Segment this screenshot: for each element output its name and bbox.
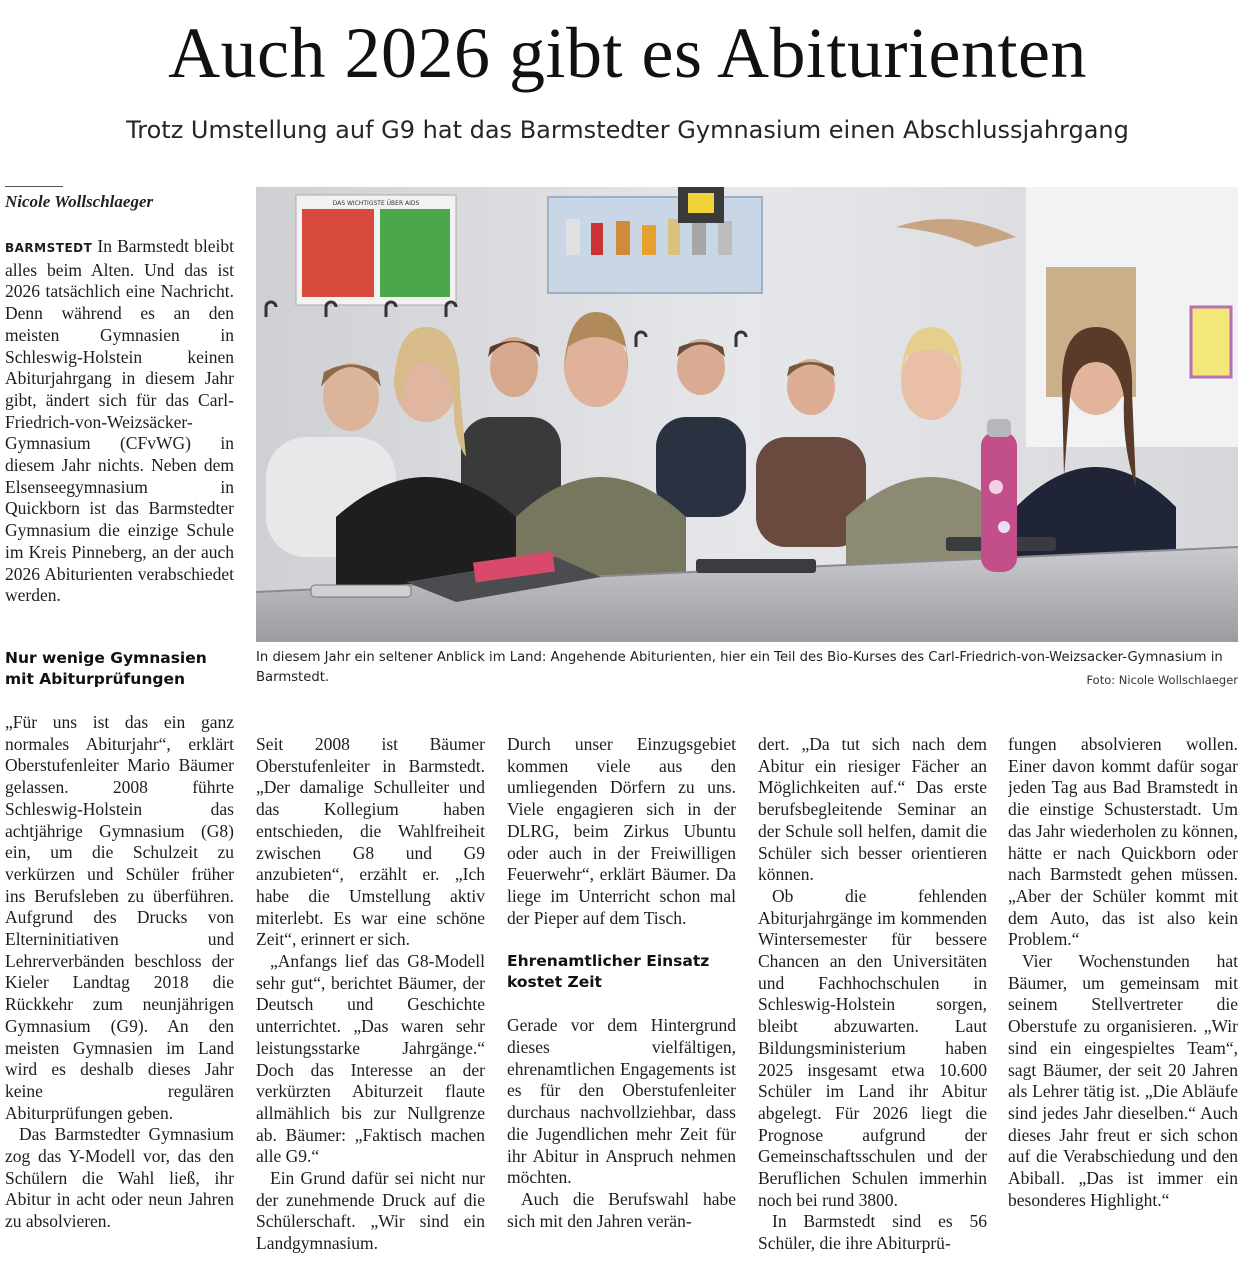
- subheading-1: Nur wenige Gymnasien mit Abiturprüfungen: [5, 649, 207, 688]
- intro-text: In Barmstedt bleibt alles beim Alten. Und das ist 2026 tatsächlich eine Nachricht. Denn während es an den meisten Gymnasien in Schleswig-Holstein keinen Abiturjahrgang in diesem Jahr gibt, ändert sich für das Carl-Friedrich-von-Weizsäcker-Gymnasium (CFvWG) in diesem Jahr nichts. Neben dem Elsenseegymnasium in Quickborn ist das Barmstedter Gymnasium die einzige Schule im Kreis Pinneberg, an der auch 2026 Abiturienten verabschiedet werden.: [5, 236, 234, 606]
- col1-paragraph-2: Das Barmstedter Gymnasium zog das Y-Modell vor, das den Schülern die Wahl ließ, ihr Abitur in acht oder neun Jahren zu absolvieren.: [5, 1124, 234, 1232]
- col1-paragraph-1: „Für uns ist das ein ganz normales Abiturjahr“, erklärt Oberstufenleiter Mario Bäumer gelassen. 2008 führte Schleswig-Holstein das achtjährige Gymnasium (G8) ein, um die Schulzeit zu verkürzen und Schüler früher ins Berufsleben zu überführen. Aufgrund des Drucks von Elterninitiativen und Lehrerverbänden beschloss der Kieler Landtag 2018 die Rückkehr zum neunjährigen Gymnasium (G9). An den meisten Gymnasien im Land wird es deshalb dieses Jahr keine regulären Abiturprüfungen geben.: [5, 712, 234, 1123]
- body-column-1: [5, 712, 234, 1257]
- phone: [311, 585, 411, 597]
- dateline: BARMSTEDT: [5, 241, 93, 255]
- intro-column: [5, 236, 234, 628]
- tablet-2: [696, 559, 816, 573]
- col3-paragraph-2: Gerade vor dem Hintergrund dieses vielfältigen, ehrenamtlichen Engagements ist es für den Oberstufenleiter durchaus nachvollziehbar, dass die Jugendlichen mehr Zeit für ihr Abitur in Anspruch nehmen möchten.: [507, 1015, 736, 1188]
- col3-paragraph-3: Auch die Berufswahl habe sich mit den Jahren verän-: [507, 1188, 736, 1231]
- col5-paragraph-2: Vier Wochenstunden hat Bäumer, um gemeinsam mit seinem Stellvertreter die Oberstufe zu organisieren. „Wir sind ein eingespieltes Team“, sagt Bäumer, der seit 20 Jahren als Lehrer tätig ist. „Die Abläufe sind jedes Jahr dieselben.“ Auch dieses Jahr freut er sich schon auf die Verabschiedung und den Abiball. „Das ist immer ein besonderes Highlight.“: [1008, 951, 1238, 1210]
- poster-title: DAS WICHTIGSTE ÜBER AIDS: [332, 200, 420, 207]
- body-column-5: [1008, 734, 1238, 1257]
- col2-paragraph-3: Ein Grund dafür sei nicht nur der zunehmende Druck auf die Schülerschaft. „Wir sind ein Landgymnasium.: [256, 1168, 485, 1254]
- subheadline: Trotz Umstellung auf G9 hat das Barmstedter Gymnasium einen Abschlussjahrgang: [126, 116, 1129, 144]
- headline: Auch 2026 gibt es Abiturienten: [168, 13, 1087, 93]
- subheading-2: Ehrenamtlicher Einsatz kostet Zeit: [507, 952, 710, 992]
- col2-paragraph-1: Seit 2008 ist Bäumer Oberstufenleiter in Barmstedt. „Der damalige Schulleiter und das Kollegium haben entschieden, die Wahlfreiheit zwischen G8 und G9 anzubieten“, erzählt er. „Ich habe die Umstellung aktiv miterlebt. Es war eine schöne Zeit“, erinnert er sich.: [256, 734, 485, 950]
- photo-caption: In diesem Jahr ein seltener Anblick im Land: Angehende Abiturienten, hier ein Teil des Bio-Kurses des Carl-Friedrich-von-Weizsacker-Gymnasium in Barmstedt.: [256, 650, 1223, 685]
- author-rule: [5, 186, 63, 187]
- col4-paragraph-2: Ob die fehlenden Abiturjahrgänge im kommenden Wintersemester für bessere Chancen an den Universitäten und Fachhochschulen in Schleswig-Holstein sorgen, bleibt abzuwarten. Laut Bildungsministerium haben 2025 insgesamt etwa 10.600 Schüler im Land ihr Abitur abgelegt. Für 2026 liegt die Prognose aufgrund der Gemeinschaftsschulen und der Beruflichen Schulen immerhin noch bei rund 3800.: [758, 885, 987, 1210]
- body-column-4: [758, 734, 987, 1257]
- classroom-photo-illustration: [256, 187, 1238, 642]
- photo-credit: Foto: Nicole Wollschlaeger: [1086, 673, 1238, 687]
- classroom-photo: [256, 187, 1238, 642]
- drug-display-board: [548, 187, 762, 293]
- col2-paragraph-2: „Anfangs lief das G8-Modell sehr gut“, berichtet Bäumer, der Deutsch und Geschichte unterrichtet. „Das waren sehr leistungsstarke Jahrgänge.“ Doch das Interesse an der verkürzten Abiturzeit flaute allmählich bis zur Nullgrenze ab. Bäumer: „Faktisch machen alle G9.“: [256, 951, 485, 1167]
- col3-paragraph-1: Durch unser Einzugsgebiet kommen viele aus den umliegenden Dörfern zu uns. Viele engagieren sich in der DLRG, beim Zirkus Ubuntu oder auch in der Freiwilligen Feuerwehr“, erklärt Bäumer. Da liege im Unterricht schon mal der Pieper auf dem Tisch.: [507, 734, 736, 928]
- col4-paragraph-1: dert. „Da tut sich nach dem Abitur ein riesiger Fächer an Möglichkeiten auf.“ Das erste berufsbegleitende Seminar an der Schule soll helfen, damit die Schüler sich besser orientieren können.: [758, 734, 987, 885]
- wall-note: [1191, 307, 1231, 377]
- water-bottle: [981, 419, 1017, 572]
- aids-poster: [296, 195, 456, 305]
- body-column-3: [507, 734, 736, 1257]
- col4-paragraph-3: In Barmstedt sind es 56 Schüler, die ihre Abiturprü-: [758, 1211, 987, 1254]
- subhead-1-block: [5, 648, 234, 694]
- body-column-2: [256, 734, 485, 1257]
- author-byline: Nicole Wollschlaeger: [5, 192, 154, 211]
- col5-paragraph-1: fungen absolvieren wollen. Einer davon kommt dafür sogar jeden Tag aus Bad Bramstedt in die einstige Schusterstadt. Um das Jahr wiederholen zu können, hätte er nach Quickborn oder nach Barmstedt gehen müssen. „Aber der Schüler kommt mit dem Auto, das ist also kein Problem.“: [1008, 734, 1238, 950]
